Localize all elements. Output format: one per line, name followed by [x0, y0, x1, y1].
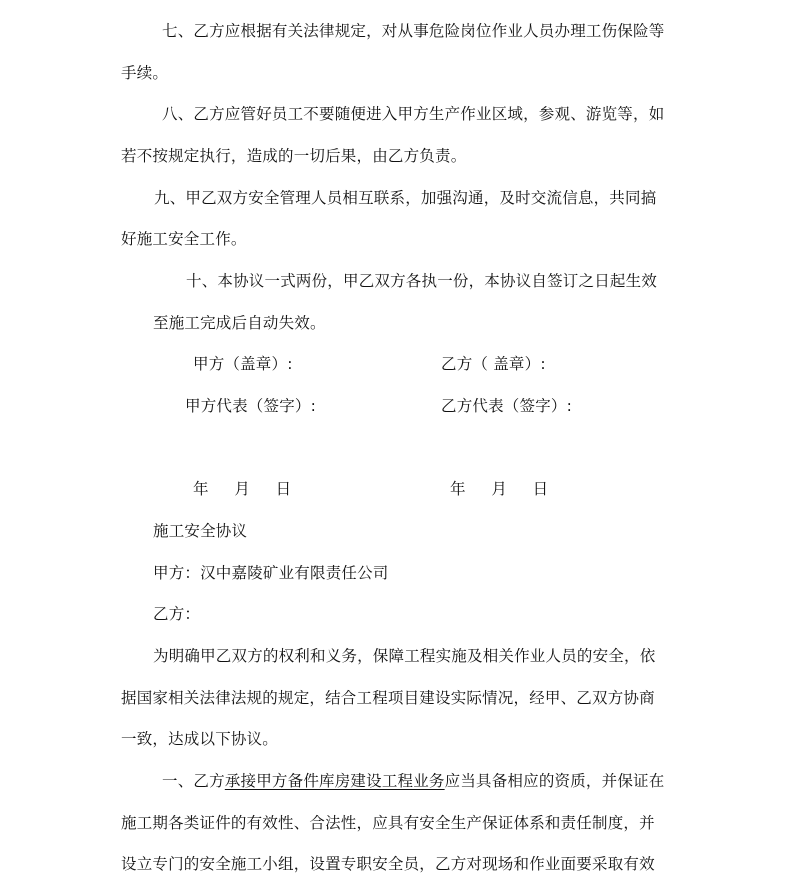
preamble-line-3: 一致，达成以下协议。: [121, 730, 279, 748]
clause-1-underlined-project: 承接甲方备件库房建设工程业务: [224, 772, 445, 790]
clause-9-line-2: 好施工安全工作。: [121, 230, 247, 248]
party-b-representative-label: 乙方代表（签字）:: [441, 397, 573, 415]
clause-1-line-2: 施工期各类证件的有效性、合法性，应具有安全生产保证体系和责任制度，并: [121, 814, 655, 832]
preamble-line-2: 据国家相关法律法规的规定，结合工程项目建设实际情况，经甲、乙双方协商: [121, 689, 655, 707]
party-b-name: 乙方：: [153, 605, 201, 623]
agreement-title: 施工安全协议: [153, 522, 248, 540]
preamble-line-1: 为明确甲乙双方的权利和义务，保障工程实施及相关作业人员的安全，依: [153, 647, 656, 665]
party-a-representative-label: 甲方代表（签字）:: [185, 397, 317, 415]
clause-10-line-2: 至施工完成后自动失效。: [153, 314, 326, 332]
party-a-name: 甲方：汉中嘉陵矿业有限责任公司: [153, 564, 389, 582]
clause-1-suffix: 应当具备相应的资质，并保证在: [444, 772, 665, 790]
clause-7-line-2: 手续。: [121, 64, 169, 82]
clause-1-prefix: 一、乙方: [162, 772, 225, 790]
clause-1-line-3: 设立专门的安全施工小组，设置专职安全员，乙方对现场和作业面要采取有效: [121, 855, 655, 873]
party-b-seal-label: 乙方（ 盖章）:: [441, 355, 546, 373]
party-a-seal-label: 甲方（盖章）:: [193, 355, 293, 373]
clause-7-line-1: 七、乙方应根据有关法律规定，对从事危险岗位作业人员办理工伤保险等: [162, 22, 665, 40]
clause-10-line-1: 十、本协议一式两份，甲乙双方各执一份，本协议自签订之日起生效: [186, 272, 658, 290]
clause-9-line-1: 九、甲乙双方安全管理人员相互联系，加强沟通，及时交流信息，共同搞: [154, 189, 657, 207]
clause-8-line-2: 若不按规定执行，造成的一切后果，由乙方负责。: [121, 147, 467, 165]
party-b-date: 年 月 日: [450, 480, 549, 498]
clause-1-line-1: [162, 770, 664, 792]
clause-8-line-1: 八、乙方应管好员工不要随便进入甲方生产作业区域，参观、游览等，如: [162, 105, 665, 123]
party-a-date: 年 月 日: [193, 480, 292, 498]
